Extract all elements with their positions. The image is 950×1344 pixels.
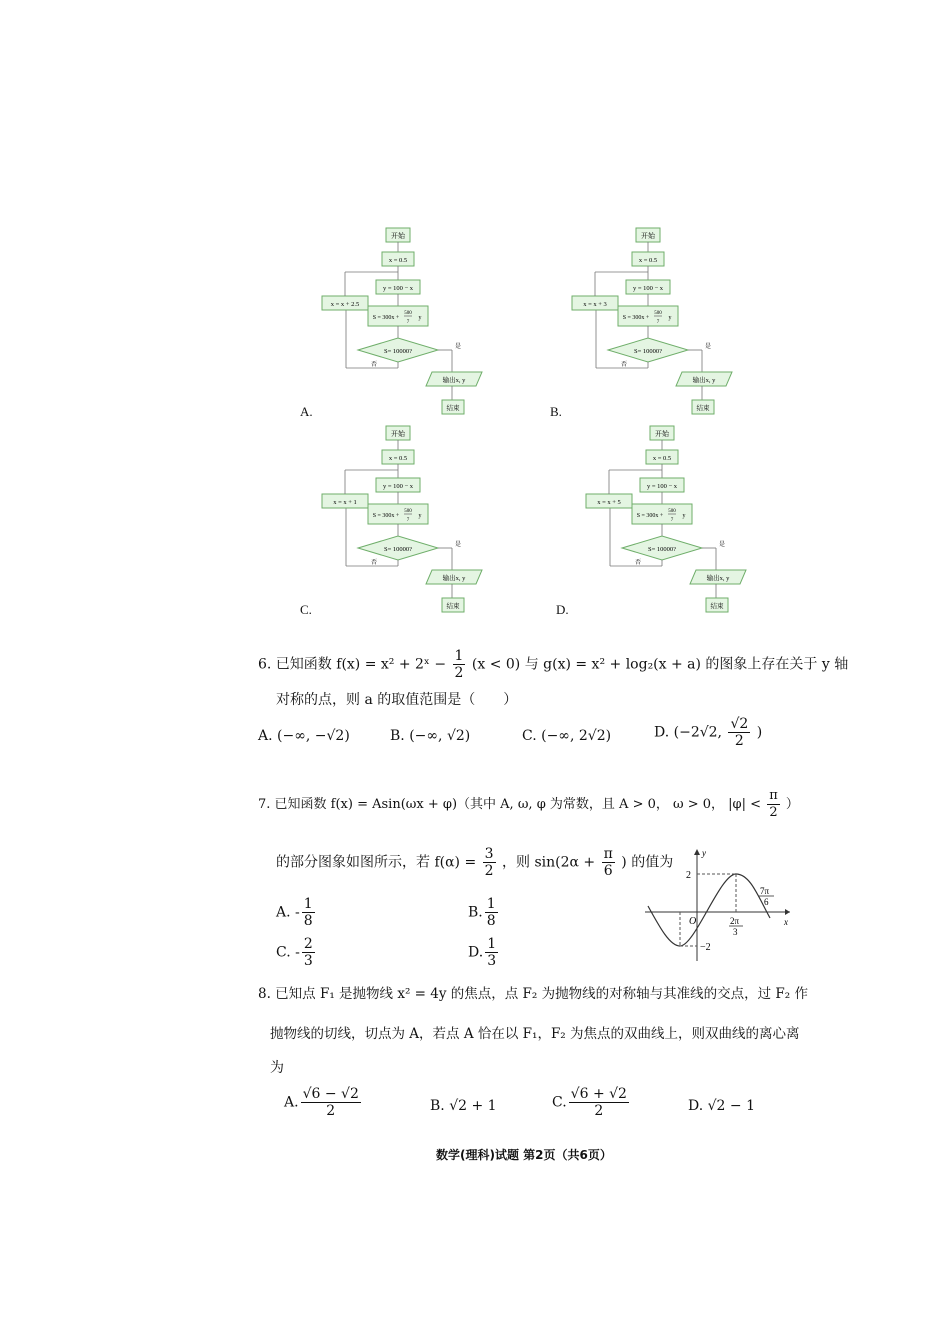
s-assign-label: S = 300x +	[636, 513, 664, 519]
y-axis-label: y	[702, 848, 706, 858]
q8-line3: 为	[270, 1060, 284, 1076]
tick-7pi6-num: 7π	[760, 886, 770, 896]
s-frac-den: 7	[406, 320, 410, 325]
s-assign-label: S = 300x +	[372, 513, 400, 519]
origin-label: O	[689, 916, 697, 927]
q8-option-b[interactable]: B. √2 + 1	[430, 1098, 497, 1114]
s-frac-den: 7	[406, 518, 410, 523]
init-label: x = 0.5	[388, 455, 408, 462]
sine-curve	[648, 874, 770, 946]
tick-2pi3-den: 3	[733, 927, 738, 937]
yes-label: 是	[704, 344, 712, 350]
condition-label: S= 10000?	[647, 546, 677, 553]
q8-line1: 8. 已知点 F₁ 是抛物线 x² = 4y 的焦点，点 F₂ 为抛物线的对称轴与其准线的交点，过 F₂ 作	[258, 986, 808, 1002]
q7-line2: 的部分图象如图所示，若 f(α) = $\frac{3}{2}$ ，则 sin(2α + $\frac{\pi}{6}$ ) 的值为	[276, 846, 674, 879]
end-label: 结束	[710, 603, 724, 610]
y-min-label: −2	[700, 942, 711, 953]
yes-label: 是	[454, 344, 462, 350]
start-label: 开始	[391, 232, 405, 240]
condition-label: S= 10000?	[383, 546, 413, 553]
start-label: 开始	[641, 232, 655, 240]
y-assign-label: y = 100 − x	[382, 285, 414, 292]
flowchart-option-b[interactable]	[550, 222, 750, 426]
s-frac-num: 500	[668, 509, 676, 514]
y-assign-label: y = 100 − x	[382, 483, 414, 490]
output-label: 输出x, y	[692, 377, 716, 384]
yes-label: 是	[454, 542, 462, 548]
y-assign-label: y = 100 − x	[646, 483, 678, 490]
s-frac-den: 7	[656, 320, 660, 325]
output-label: 输出x, y	[706, 575, 730, 582]
q8-line2: 抛物线的切线，切点为 A，若点 A 恰在以 F₁，F₂ 为焦点的双曲线上，则双曲线的离心离	[270, 1026, 800, 1042]
flowchart-option-label: C.	[300, 602, 312, 617]
output-label: 输出x, y	[442, 377, 466, 384]
update-label: x = x + 5	[597, 499, 621, 506]
q8-option-c[interactable]: C. $\frac{√6 + √2}{2}$	[552, 1086, 627, 1119]
q6-option-b[interactable]: B. (−∞, √2)	[390, 728, 471, 744]
flowchart-option-label: D.	[556, 602, 569, 617]
q7-option-a[interactable]: A. - $\frac{1}{8}$	[276, 896, 313, 929]
flowchart-option-label: A.	[300, 404, 313, 419]
yes-label: 是	[718, 542, 726, 548]
s-frac-num: 500	[654, 311, 662, 316]
s-assign-y: y	[418, 315, 422, 321]
q6-option-d[interactable]: D. (−2√2, $\frac{√2}{2}$ )	[654, 716, 763, 749]
end-label: 结束	[446, 405, 460, 412]
flowchart-option-c[interactable]	[300, 420, 500, 624]
s-assign-y: y	[418, 513, 422, 519]
start-label: 开始	[391, 430, 405, 438]
update-label: x = x + 3	[583, 301, 607, 308]
s-frac-num: 500	[404, 509, 412, 514]
s-assign-y: y	[682, 513, 686, 519]
x-axis-label: x	[784, 917, 788, 927]
q7-option-d[interactable]: D. $\frac{1}{3}$	[468, 936, 497, 969]
init-label: x = 0.5	[652, 455, 672, 462]
init-label: x = 0.5	[388, 257, 408, 264]
no-label: 否	[634, 560, 642, 566]
flowchart-option-d[interactable]	[556, 420, 756, 624]
no-label: 否	[370, 560, 378, 566]
s-assign-label: S = 300x +	[372, 315, 400, 321]
no-label: 否	[620, 362, 628, 368]
output-label: 输出x, y	[442, 575, 466, 582]
start-label: 开始	[655, 430, 669, 438]
q7-option-b[interactable]: B. $\frac{1}{8}$	[468, 896, 496, 929]
page-footer: 数学(理科)试题 第2页（共6页）	[436, 1148, 612, 1162]
flowchart-option-label: B.	[550, 404, 562, 419]
update-label: x = x + 2.5	[330, 301, 360, 308]
q7-sine-graph	[640, 846, 800, 966]
update-label: x = x + 1	[333, 499, 357, 506]
q6-line2: 对称的点，则 a 的取值范围是（ ）	[276, 692, 518, 708]
s-frac-num: 500	[404, 311, 412, 316]
q6-option-a[interactable]: A. (−∞, −√2)	[258, 728, 350, 744]
q6-option-c[interactable]: C. (−∞, 2√2)	[522, 728, 612, 744]
y-assign-label: y = 100 − x	[632, 285, 664, 292]
q8-option-a[interactable]: A. $\frac{√6 - √2}{2}$	[284, 1086, 359, 1119]
tick-7pi6-den: 6	[764, 897, 769, 907]
q7-line1: 7. 已知函数 f(x) = Asin(ωx + φ)（其中 A, ω, φ 为常数，且 A > 0， ω > 0， |φ| < $\frac{\pi}{2}$ ）	[258, 788, 799, 820]
condition-label: S= 10000?	[383, 348, 413, 355]
s-assign-label: S = 300x +	[622, 315, 650, 321]
tick-2pi3-num: 2π	[730, 916, 740, 926]
s-assign-y: y	[668, 315, 672, 321]
no-label: 否	[370, 362, 378, 368]
y-max-label: 2	[686, 870, 691, 881]
init-label: x = 0.5	[638, 257, 658, 264]
end-label: 结束	[696, 405, 710, 412]
q8-option-d[interactable]: D. √2 − 1	[688, 1098, 755, 1114]
flowchart-option-a[interactable]	[300, 222, 500, 426]
condition-label: S= 10000?	[633, 348, 663, 355]
end-label: 结束	[446, 603, 460, 610]
s-frac-den: 7	[670, 518, 674, 523]
q7-option-c[interactable]: C. - $\frac{2}{3}$	[276, 936, 313, 969]
q6-line1: 6. 已知函数 f(x) = x² + 2ˣ − $\frac{1}{2}$ (x < 0) 与 g(x) = x² + log₂(x + a) 的图象上存在关于 y 轴	[258, 648, 849, 681]
